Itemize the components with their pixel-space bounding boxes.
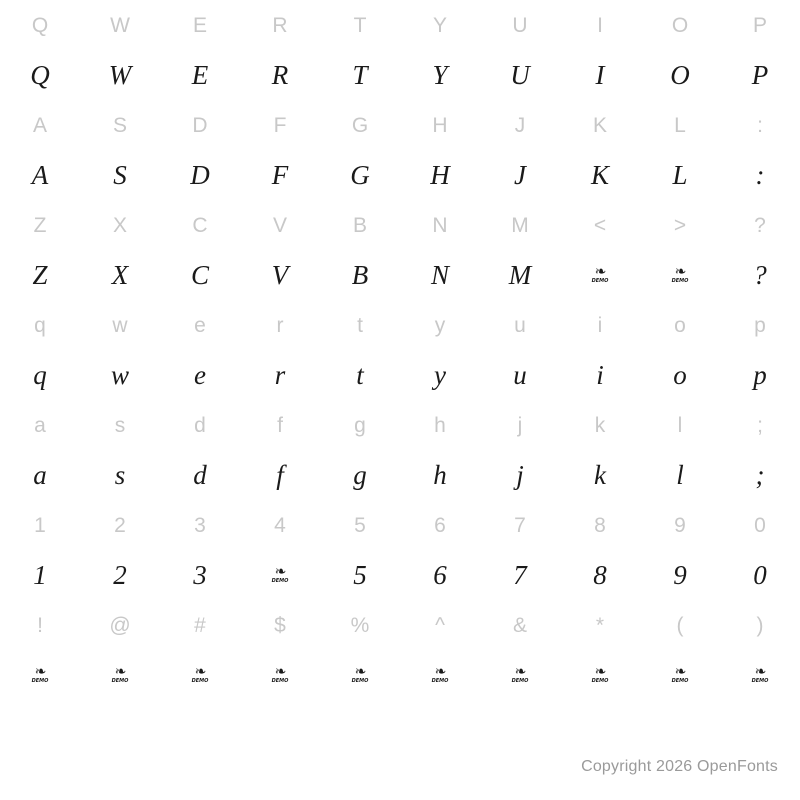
- specimen-character: y: [434, 359, 446, 390]
- keycap-row: [0, 0, 800, 50]
- keycap-character: 4: [274, 513, 286, 537]
- specimen-character: C: [190, 259, 209, 290]
- keycap-character: P: [752, 13, 767, 37]
- keycap-row: [0, 200, 800, 250]
- keycap-character: K: [592, 113, 607, 137]
- keycap-character: *: [595, 613, 605, 637]
- specimen-character: ;: [755, 459, 765, 490]
- demo-watermark-icon: [480, 650, 560, 700]
- keycap-character: e: [194, 313, 206, 337]
- specimen-character: 7: [513, 559, 527, 590]
- demo-mark-petals: ❧: [274, 663, 286, 680]
- glyph-row: [0, 450, 800, 500]
- demo-mark-petals: ❧: [354, 663, 366, 680]
- keycap-character: M: [511, 213, 529, 237]
- specimen-character: 5: [353, 559, 367, 590]
- specimen-character: P: [751, 59, 769, 90]
- demo-mark-petals: ❧: [274, 563, 286, 580]
- keycap-character: f: [277, 413, 283, 437]
- demo-mark-petals: ❧: [434, 663, 446, 680]
- specimen-character: A: [31, 159, 49, 190]
- demo-watermark-icon: [240, 550, 320, 600]
- specimen-character: R: [271, 59, 289, 90]
- specimen-character: q: [33, 359, 47, 390]
- demo-mark-word: DEMO: [31, 677, 49, 684]
- specimen-character: t: [356, 359, 364, 390]
- demo-watermark-icon-inner: [667, 262, 693, 288]
- specimen-character: h: [433, 459, 447, 490]
- keycap-character: q: [34, 313, 46, 337]
- demo-watermark-icon: [240, 650, 320, 700]
- demo-mark-word: DEMO: [271, 677, 289, 684]
- keycap-character: N: [432, 213, 448, 237]
- demo-watermark-icon: [80, 650, 160, 700]
- glyph-row: [0, 350, 800, 400]
- demo-mark-word: DEMO: [591, 677, 609, 684]
- keycap-character: Z: [33, 213, 47, 237]
- specimen-character: l: [676, 459, 684, 490]
- specimen-character: Q: [30, 59, 50, 90]
- demo-mark-petals: ❧: [114, 663, 126, 680]
- keycap-character: @: [109, 613, 131, 637]
- demo-watermark-icon: [640, 650, 720, 700]
- specimen-character: k: [594, 459, 606, 490]
- specimen-character: E: [191, 59, 209, 90]
- keycap-character: 2: [114, 513, 126, 537]
- keycap-character: l: [677, 413, 683, 437]
- specimen-character: p: [753, 359, 767, 390]
- specimen-character: Y: [432, 59, 448, 90]
- keycap-character: 9: [674, 513, 686, 537]
- demo-mark-word: DEMO: [511, 677, 529, 684]
- keycap-character: H: [432, 113, 448, 137]
- keycap-character: :: [757, 113, 763, 137]
- keycap-character: U: [512, 13, 528, 37]
- specimen-character: e: [194, 359, 206, 390]
- keycap-character: t: [357, 313, 363, 337]
- keycap-character: j: [517, 413, 523, 437]
- demo-watermark-icon-inner: [747, 662, 773, 688]
- specimen-character: 9: [673, 559, 687, 590]
- specimen-character: 8: [593, 559, 607, 590]
- specimen-character: I: [595, 59, 605, 90]
- demo-mark-word: DEMO: [191, 677, 209, 684]
- demo-watermark-icon-inner: [267, 562, 293, 588]
- keycap-character: g: [354, 413, 366, 437]
- demo-watermark-icon-inner: [267, 662, 293, 688]
- demo-watermark-icon: [720, 650, 800, 700]
- glyph-row: [0, 250, 800, 300]
- specimen-character: o: [673, 359, 687, 390]
- keycap-character: h: [434, 413, 446, 437]
- specimen-character: g: [353, 459, 367, 490]
- demo-watermark-icon-inner: [187, 662, 213, 688]
- demo-mark-petals: ❧: [754, 663, 766, 680]
- specimen-character: J: [514, 159, 526, 190]
- demo-watermark-icon-inner: [587, 262, 613, 288]
- specimen-character: Z: [32, 259, 48, 290]
- specimen-character: f: [276, 459, 284, 490]
- keycap-character: E: [192, 13, 207, 37]
- demo-mark-word: DEMO: [751, 677, 769, 684]
- specimen-character: W: [108, 59, 132, 90]
- keycap-character: Y: [432, 13, 447, 37]
- keycap-character: 7: [514, 513, 526, 537]
- keycap-character: a: [34, 413, 46, 437]
- demo-mark-word: DEMO: [591, 277, 609, 284]
- demo-mark-word: DEMO: [671, 277, 689, 284]
- keycap-character: W: [110, 13, 130, 37]
- demo-mark-petals: ❧: [34, 663, 46, 680]
- specimen-character: w: [110, 359, 129, 390]
- glyph-row: [0, 150, 800, 200]
- keycap-character: R: [272, 13, 288, 37]
- specimen-character: i: [596, 359, 604, 390]
- keycap-row: [0, 600, 800, 650]
- specimen-character: M: [508, 259, 532, 290]
- demo-watermark-icon: [320, 650, 400, 700]
- keycap-character: d: [194, 413, 206, 437]
- specimen-character: B: [351, 259, 369, 290]
- specimen-character: S: [113, 159, 127, 190]
- keycap-character: 3: [194, 513, 206, 537]
- keycap-character: O: [671, 13, 689, 37]
- glyph-row: [0, 650, 800, 700]
- demo-mark-petals: ❧: [594, 263, 606, 280]
- demo-watermark-icon: [560, 250, 640, 300]
- demo-watermark-icon-inner: [667, 662, 693, 688]
- specimen-character: T: [352, 59, 368, 90]
- specimen-character: 2: [113, 559, 127, 590]
- keycap-character: ?: [754, 213, 766, 237]
- demo-watermark-icon-inner: [587, 662, 613, 688]
- keycap-row: [0, 100, 800, 150]
- specimen-character: a: [33, 459, 47, 490]
- keycap-character: 5: [354, 513, 366, 537]
- demo-watermark-icon: [400, 650, 480, 700]
- keycap-character: I: [597, 13, 603, 37]
- demo-mark-petals: ❧: [594, 663, 606, 680]
- specimen-character: V: [271, 259, 289, 290]
- demo-mark-petals: ❧: [674, 263, 686, 280]
- demo-watermark-icon-inner: [107, 662, 133, 688]
- demo-watermark-icon-inner: [427, 662, 453, 688]
- demo-mark-petals: ❧: [674, 663, 686, 680]
- keycap-character: T: [353, 13, 367, 37]
- keycap-row: [0, 400, 800, 450]
- demo-mark-word: DEMO: [111, 677, 129, 684]
- keycap-character: #: [194, 613, 206, 637]
- keycap-character: $: [274, 613, 286, 637]
- copyright-notice: Copyright 2026 OpenFonts: [581, 758, 778, 775]
- demo-mark-petals: ❧: [194, 663, 206, 680]
- glyph-row: [0, 550, 800, 600]
- specimen-character: :: [755, 159, 765, 190]
- specimen-character: U: [510, 59, 530, 90]
- keycap-character: 1: [34, 513, 46, 537]
- demo-watermark-icon: [160, 650, 240, 700]
- keycap-character: y: [434, 313, 446, 337]
- specimen-character: j: [516, 459, 524, 490]
- specimen-character: ?: [753, 259, 767, 290]
- demo-watermark-icon-inner: [347, 662, 373, 688]
- keycap-character: X: [112, 213, 127, 237]
- keycap-character: <: [593, 213, 607, 237]
- keycap-character: o: [674, 313, 686, 337]
- keycap-character: (: [676, 613, 684, 637]
- keycap-character: >: [673, 213, 687, 237]
- specimen-character: N: [430, 259, 449, 290]
- keycap-row: [0, 500, 800, 550]
- keycap-character: ;: [757, 413, 763, 437]
- demo-mark-petals: ❧: [514, 663, 526, 680]
- keycap-character: k: [594, 413, 606, 437]
- specimen-character: d: [193, 459, 207, 490]
- keycap-character: F: [273, 113, 287, 137]
- demo-watermark-icon-inner: [507, 662, 533, 688]
- keycap-character: !: [37, 613, 43, 637]
- keycap-character: 8: [594, 513, 606, 537]
- specimen-character: F: [271, 159, 289, 190]
- keycap-character: i: [597, 313, 603, 337]
- demo-mark-word: DEMO: [351, 677, 369, 684]
- keycap-character: G: [351, 113, 369, 137]
- keycap-character: w: [112, 313, 128, 337]
- specimen-character: H: [430, 159, 450, 190]
- specimen-character: 6: [433, 559, 447, 590]
- specimen-character: O: [670, 59, 690, 90]
- specimen-character: D: [190, 159, 210, 190]
- keycap-character: ^: [435, 613, 445, 637]
- specimen-character: u: [513, 359, 527, 390]
- specimen-character: s: [114, 459, 126, 490]
- keycap-character: 0: [754, 513, 766, 537]
- specimen-character: L: [672, 159, 688, 190]
- keycap-character: L: [674, 113, 686, 137]
- keycap-row: [0, 300, 800, 350]
- specimen-character: K: [590, 159, 609, 190]
- keycap-character: 6: [434, 513, 446, 537]
- keycap-character: ): [756, 613, 764, 637]
- keycap-character: &: [512, 613, 527, 637]
- specimen-character: G: [350, 159, 370, 190]
- keycap-character: r: [276, 313, 284, 337]
- demo-mark-word: DEMO: [671, 677, 689, 684]
- demo-watermark-icon: [560, 650, 640, 700]
- keycap-character: S: [112, 113, 127, 137]
- specimen-character: X: [111, 259, 129, 290]
- demo-mark-word: DEMO: [431, 677, 449, 684]
- keycap-character: %: [350, 613, 370, 637]
- keycap-character: V: [272, 213, 287, 237]
- demo-watermark-icon-inner: [27, 662, 53, 688]
- keycap-character: J: [514, 113, 526, 137]
- keycap-character: p: [754, 313, 766, 337]
- specimen-character: 0: [753, 559, 767, 590]
- keycap-character: Q: [31, 13, 49, 37]
- specimen-character: 3: [193, 559, 207, 590]
- keycap-character: C: [192, 213, 208, 237]
- demo-watermark-icon: [640, 250, 720, 300]
- demo-mark-word: DEMO: [271, 577, 289, 584]
- keycap-character: B: [352, 213, 367, 237]
- keycap-character: u: [514, 313, 526, 337]
- keycap-character: D: [192, 113, 208, 137]
- specimen-character: 1: [33, 559, 47, 590]
- specimen-character: r: [274, 359, 286, 390]
- keycap-character: s: [114, 413, 126, 437]
- glyph-row: [0, 50, 800, 100]
- keycap-character: A: [32, 113, 47, 137]
- demo-watermark-icon: [0, 650, 80, 700]
